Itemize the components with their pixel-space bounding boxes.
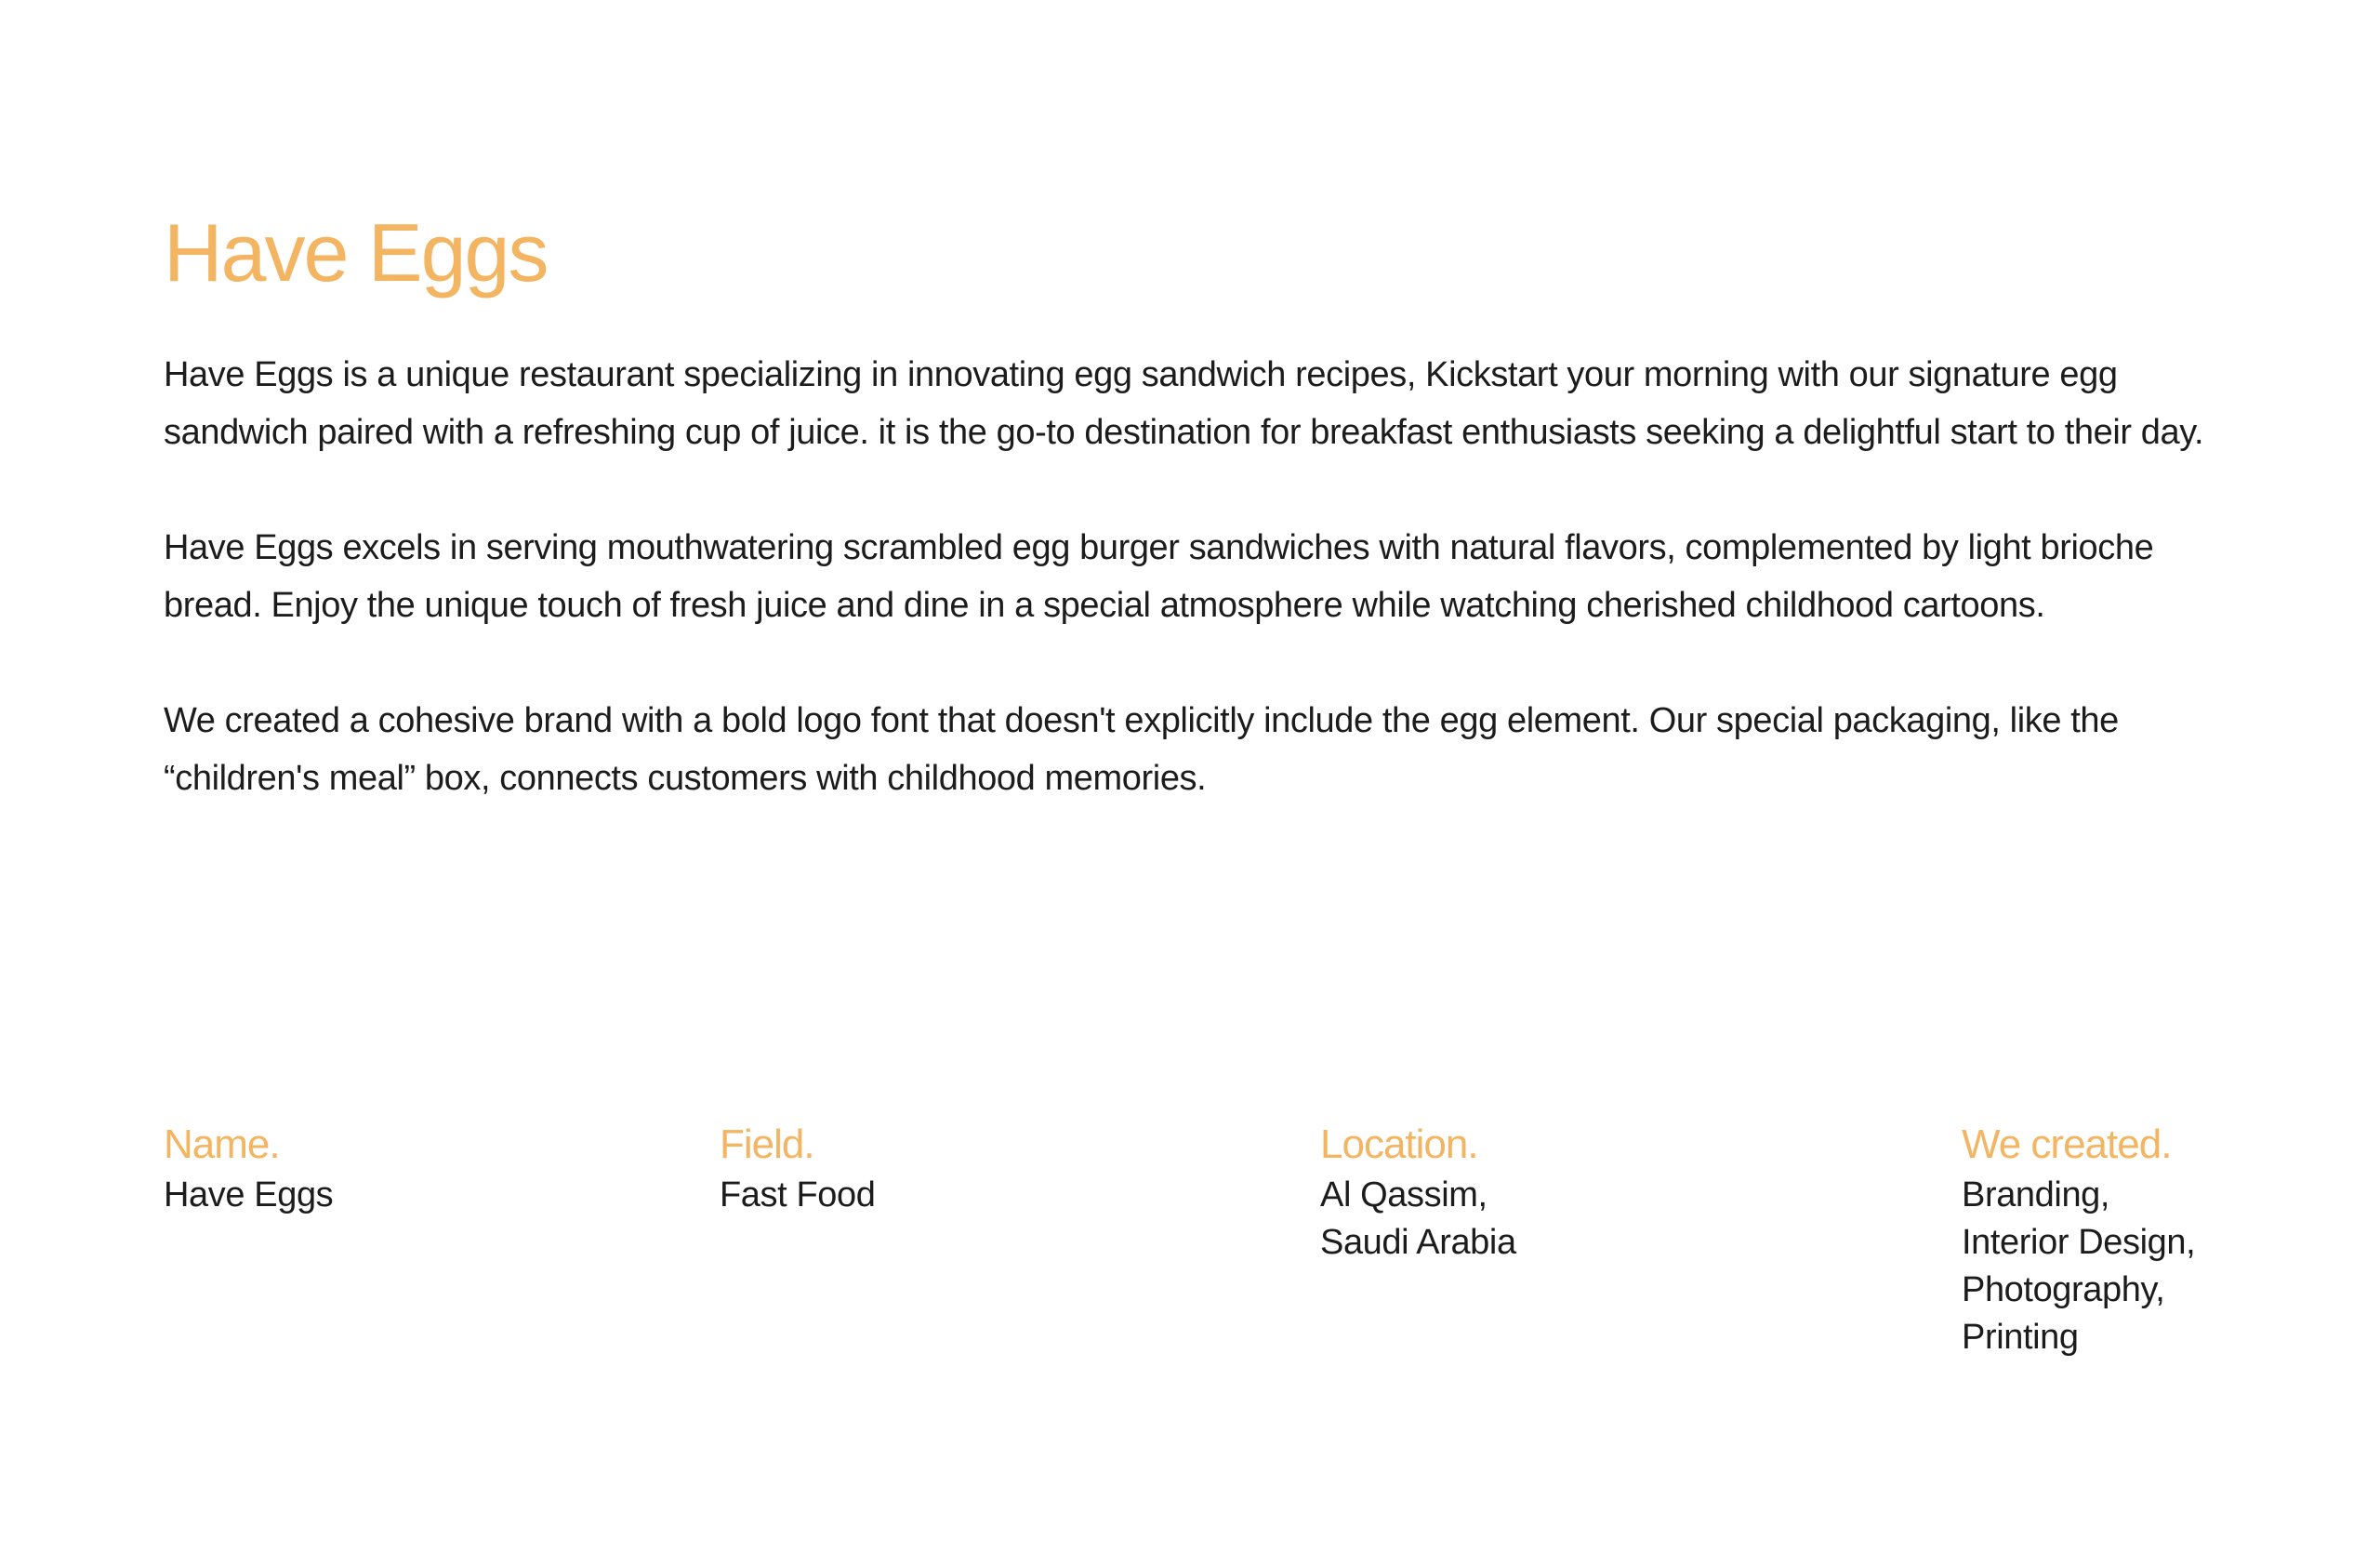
- details-name: [164, 1116, 333, 1219]
- service-printing: Printing: [1962, 1318, 2079, 1357]
- location-value-line-2: Saudi Arabia: [1320, 1223, 1516, 1262]
- details-we-created: [1962, 1116, 2195, 1361]
- description-paragraph-1: Have Eggs is a unique restaurant specializing in innovating egg sandwich recipes, Kickstart your morning with our signature egg sandwich paired with a refreshing cup of juice. it is the go-to destination for breakfast enthusiasts seeking a delightful start to their day.: [164, 355, 2204, 452]
- project-title: Have Eggs: [164, 206, 548, 299]
- project-description: [164, 346, 2237, 807]
- description-paragraph-2: Have Eggs excels in serving mouthwatering scrambled egg burger sandwiches with natural flavors, complemented by light brioche bread. Enjoy the unique touch of fresh juice and dine in a special atmosphere while watching cherished childhood cartoons.: [164, 528, 2154, 625]
- name-value: Have Eggs: [164, 1175, 334, 1214]
- we-created-label: We created.: [1962, 1121, 2172, 1167]
- details-location: [1320, 1116, 1516, 1267]
- name-values: [164, 1172, 333, 1219]
- service-interior-design: Interior Design,: [1962, 1223, 2196, 1262]
- description-paragraph-3: We created a cohesive brand with a bold logo font that doesn't explicitly include the egg element. Our special packaging, like the “children's meal” box, connects customers with childhood memories.: [164, 701, 2119, 798]
- service-branding: Branding,: [1962, 1175, 2110, 1214]
- service-photography: Photography,: [1962, 1270, 2165, 1309]
- we-created-values: [1962, 1172, 2195, 1361]
- field-label: Field.: [720, 1121, 814, 1167]
- location-value-line-1: Al Qassim,: [1320, 1175, 1488, 1214]
- field-value: Fast Food: [720, 1175, 876, 1214]
- details-field: [720, 1116, 875, 1219]
- location-label: Location.: [1320, 1121, 1478, 1167]
- field-values: [720, 1172, 875, 1219]
- location-values: [1320, 1172, 1516, 1267]
- name-label: Name.: [164, 1121, 280, 1167]
